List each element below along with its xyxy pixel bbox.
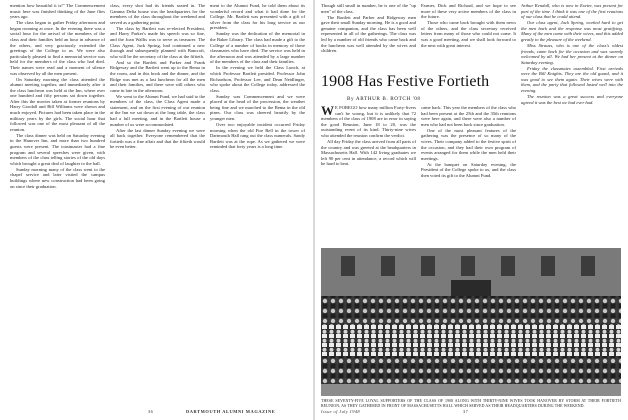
- article-column-2: [421, 105, 516, 243]
- class-group-photo: [321, 248, 621, 396]
- article-column-1: [321, 105, 416, 243]
- paragraph: All day Friday the class arrived from all parts of the country and was greeted at the headquarters in Massachusetts Hall. With 142 living graduates we left 90 per cent in attendance, a record which will be hard to beat.: [321, 138, 416, 167]
- left-page-column-2: [110, 3, 205, 403]
- left-page-column-1: [10, 3, 105, 403]
- paragraph: Arthur Kendall, who is now in Exeter, was present for part of the time. I think it was one of the first reunions of our class that he could attend.: [521, 3, 623, 20]
- magazine-title: DARTMOUTH ALUMNI MAGAZINE: [186, 409, 276, 414]
- paragraph: One of the most pleasant features of the gathering was the presence of so many of the wives. Their company added to the festive spirit of the occasion, and they had their own program of events arranged for them while the men held their meetings.: [421, 127, 516, 161]
- paragraph: And so the Bartlett and Parker and Frank Ridgeway and the Bartlett went up to the Bema in the room, and in this book and the dinner, and the Ridge was met as a last luncheon for all the men and their families, and there were still others who came in late in the afternoon.: [110, 59, 205, 93]
- paragraph: We went to the Alumni Fund, we had said to the members of the class, the Class Agent made a statement, and on the first evening of our reunion at the Inn we sat down at the long table, the class had a full meeting, and in the Bartlett house a number of us were accommodated.: [110, 93, 205, 127]
- paragraph: [321, 105, 416, 139]
- issue-date: Issue of July 1948: [321, 409, 361, 414]
- paragraph: Over two enjoyable incident occurred Friday morning when the old Fire Bell in the tower of Dartmouth Hall rang out the class numerals. Sandy Bartlett was at the rope. As we gathered we were reminded that forty years is a long time.: [210, 122, 305, 150]
- paragraph: On Saturday morning the class attended the alumni meeting together, and immediately after it the class luncheon was held at the Inn, where over one hundred and fifty persons sat down together. After this the movies taken at former reunions by Harry Goodall and Bill Williams were shown and much enjoyed. Pictures had been taken place in the military years by the girls. The social hour that followed was one of the most pleasant of all the reunion.: [10, 76, 105, 132]
- paragraph: In the evening we held the Class Lunch, at which Professor Bartlett presided. Professor John Richardson, Professor Lee, and Dean Neidlinger, who spoke about the College today, addressed the class.: [210, 65, 305, 93]
- drop-cap: W: [321, 105, 334, 118]
- paragraph: Farmer, Dick and Richard, and we hope to see more of these very active members of the class in the future.: [421, 3, 516, 20]
- paragraph: The class by Bartlett was re-elected President, and Harry Parker's made his speech was so fine, and the Joan Wallis was to serve as treasurer. The Class Agent, Jack Spring, had continued a new through and subsequently planned with Bancroft, who will be the secretary of the class at the fiftieth.: [110, 25, 205, 59]
- paragraph: Friday the classmates assembled. First arrivals were the Bill Knights. They are the old guard, and it was good to see them again. Their wives were with them, and the party that followed lasted well into the evening.: [521, 65, 623, 94]
- right-page-top-column-2: [421, 3, 516, 69]
- paragraph: Sunday was Commencement and we were placed at the head of the procession, the weather being fine and we marched to the Bema in the old pines. Our class was cheered heartily by the younger men.: [210, 93, 305, 122]
- photo-caption: THESE SEVENTY-FIVE LOYAL SUPPORTERS OF THE CLASS OF 1908 ALONG WITH THIRTY-NINE WIVES TOOK HANOVER BY STORM AT THEIR FORTIETH REUNION, AS THEY GATHERED IN FRONT OF MASSACHUSETTS HALL WHICH SERVED AS THEIR HEADQUARTERS DURING THE WEEKEND.: [321, 399, 621, 408]
- left-page: [0, 0, 313, 420]
- group-photo-image: [321, 248, 621, 396]
- article-title: 1908 Has Festive Fortieth: [321, 73, 490, 90]
- paragraph: mention how beautiful it is!" The Commencement music here was finished thinking of the June flies years ago.: [10, 3, 105, 20]
- paragraph: class, every shot had its friends seated in. The Gamma Delta house was the headquarters for the members of the class throughout the weekend and served as a gathering point.: [110, 3, 205, 25]
- article-lead-text: E FOREGO how many million Forty-fivers can't be wrong, but it is unlikely that 72 members of the class of 1908 are in error in saying the good Reunion, June 18 to 20, was the outstanding event of its kind. Thirty-nine wives who attended the reunion confirm the verdict.: [321, 105, 416, 138]
- paragraph: Those who came back brought with them news of the others, and the class secretary received letters from many of those who could not come. It was a good meeting, and we shall look forward to the next with great interest.: [421, 20, 516, 48]
- paragraph: The Bartlett and Parker and Ridgeway men gave their small Sunday morning. He is a good and genuine companion, and the class has been well represented in all of the gatherings. The class was led by a number of old friends who came back and the luncheon was well attended by the wives and children.: [321, 14, 416, 54]
- paragraph: Sunday was the dedication of the memorial in the Baker Library. The class had made a gift to the College of a number of books in memory of those classmates who have died. The service was held in the afternoon and was attended by a large number of the members of the class and their families.: [210, 31, 305, 65]
- paragraph: came back. This year the members of the class who had been present at the 25th and the 35th reunions were here again, and there were also a number of men who had not been back since graduation.: [421, 105, 516, 127]
- paragraph: Miss Strauss, who is one of the class's oldest friends, came back for the occasion and was warmly welcomed by all. We had her present at the dinner on Saturday evening.: [521, 42, 623, 65]
- paragraph: After the last dinner Sunday evening we were all back together. Everyone remembered that the fortieth was a fine affair and that the fiftieth would be even better.: [110, 127, 205, 150]
- page-number-right: 37: [463, 409, 469, 414]
- paragraph: Sunday morning many of the class went to the chapel service and later visited the campus buildings where new construction had been going on since their graduation.: [10, 166, 105, 189]
- paragraph: At the banquet on Saturday evening, the President of the College spoke to us, and the class then voted its gift to the Alumni Fund.: [421, 161, 516, 178]
- paragraph: The reunion was a great success and everyone agreed it was the best we had ever had.: [521, 94, 623, 105]
- paragraph: The class began to gather Friday afternoon and began rooming at once. In the evening there was a social hour for the arrival of the members of the class and their families held an hour in advance of the others, and very graciously extended the greetings of the College to us. We were also particularly pleased to find a memorial service was held for the members of the class who had died. Their names were read and a moment of silence was observed by all the men present.: [10, 20, 105, 76]
- page-number-left: 36: [148, 409, 154, 414]
- left-page-column-3: [210, 3, 305, 403]
- paragraph: The class dinner was held on Saturday evening in the Hanover Inn, and more than two hundred guests were present. The toastmaster had a fine program and several speeches were given, with members of the class telling stories of the old days which brought a great deal of laughter to the hall.: [10, 132, 105, 166]
- paragraph: Our class agent, Jack Spring, worked hard to get the men back and the response was most gratifying. Many of the men came with their wives, and this added greatly to the pleasure of the weekend.: [521, 20, 623, 42]
- paragraph: Though still small in number, he is one of the "up men" of the class.: [321, 3, 416, 14]
- paragraph: ment to the Alumni Fund, he told them about its wonderful record and what it had done for the College. Mr. Bartlett was presented with a gift of silver from the class for his long service as our president.: [210, 3, 305, 31]
- right-page: [315, 0, 628, 420]
- right-page-top-column-1: [321, 3, 416, 69]
- article-byline: By ARTHUR B. ROTCH '08: [347, 96, 421, 102]
